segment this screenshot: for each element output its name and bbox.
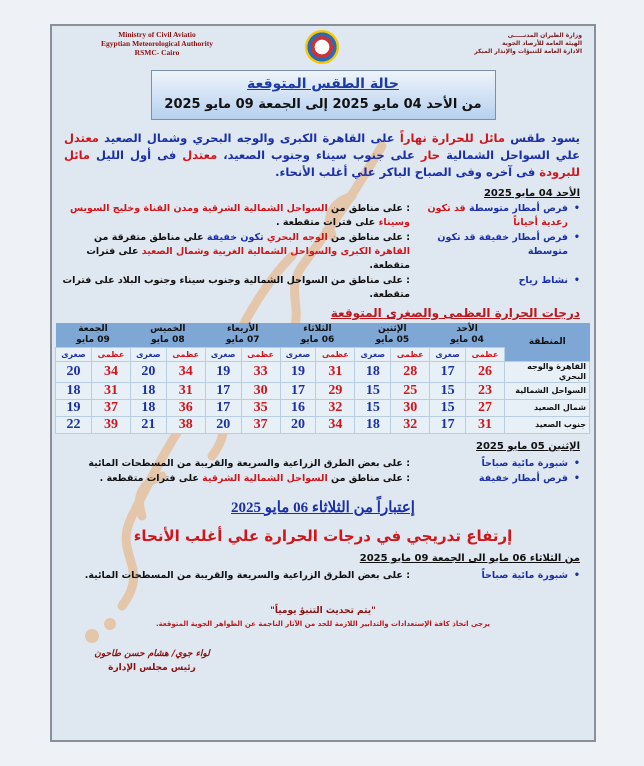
max-temp: 31: [316, 362, 355, 383]
max-label: عظمى: [391, 348, 430, 362]
max-temp: 36: [166, 400, 205, 417]
bullet-detail: [62, 202, 410, 230]
signature-block: [72, 647, 232, 675]
max-temp: 31: [466, 417, 505, 434]
daily-update-note: "يتم تحديث التنبؤ يومياً": [270, 606, 376, 616]
text-segment: علي السواحل الشمالية: [440, 148, 580, 162]
max-temp: 30: [241, 383, 280, 400]
day-header: [130, 323, 205, 348]
min-temp: 19: [56, 400, 92, 417]
text-segment: على فترات متقطعة .: [275, 217, 379, 228]
org-en-line: RSMC- Cairo: [134, 48, 180, 57]
text-segment: شبورة مائية صباحاً: [481, 458, 568, 469]
day-name: الخميس: [150, 324, 186, 334]
text-segment: السواحل الشمالية الشرقية: [202, 473, 328, 484]
day-header: [355, 323, 430, 348]
day-name: الإثنين: [377, 324, 407, 334]
region-name: القاهرة والوجه البحري: [505, 362, 590, 383]
table-row: [56, 362, 590, 383]
text-segment: فى آخره وفى الصباح الباكر علي أغلب الأنحاء.: [275, 165, 540, 179]
org-ar-line: الادارة العامة للتنبؤات والإنذار المبكر: [474, 48, 582, 55]
text-segment: فى أول الليل: [90, 148, 183, 162]
min-temp: 19: [280, 362, 316, 383]
day-header: [280, 323, 355, 348]
text-segment: السواحل الشمالية الشرقية ومدن القناة وخليج السويس وسيناء: [70, 203, 410, 228]
text-segment: علي مناطق متفرقة من: [93, 232, 207, 243]
text-segment: القاهرة الكبرى والسواحل الشمالية الغربية وشمال الصعيد: [141, 246, 410, 257]
table-row: [56, 400, 590, 417]
text-segment: فرص أمطار متوسطة: [465, 203, 568, 214]
from-tuesday-heading: إعتباراً من الثلاثاء 06 مايو 2025: [231, 500, 415, 516]
bullet-detail: [62, 457, 410, 471]
min-temp: 15: [430, 400, 466, 417]
max-temp: 31: [92, 383, 131, 400]
max-temp: 25: [391, 383, 430, 400]
temperature-rise-note: إرتفاع تدريجي في درجات الحرارة علي أغلب الأنحاء: [133, 527, 513, 545]
region-name: شمال الصعيد: [505, 400, 590, 417]
region-header: المنطقة: [505, 323, 590, 362]
day-header: [205, 323, 280, 348]
day3-section: [62, 552, 580, 583]
max-temp: 32: [391, 417, 430, 434]
day-header: [430, 323, 505, 348]
min-temp: 18: [130, 383, 166, 400]
day-date: 06 مايو: [300, 335, 335, 345]
text-segment: نشاط رياح: [518, 275, 568, 286]
min-temp: 18: [56, 383, 92, 400]
day3-bullets: [62, 569, 580, 583]
text-segment: يسود طقس: [505, 131, 580, 145]
max-label: عظمى: [316, 348, 355, 362]
text-segment: : على مناطق من: [327, 232, 410, 243]
day-header: [56, 323, 131, 348]
forecast-document: [50, 24, 596, 742]
max-label: عظمى: [241, 348, 280, 362]
day-date: 05 مايو: [375, 335, 410, 345]
max-temp: 37: [92, 400, 131, 417]
bullet-label: [410, 472, 580, 486]
max-temp: 31: [166, 383, 205, 400]
document-header: [52, 26, 594, 70]
org-en-line: Ministry of Civil Aviatio: [118, 30, 196, 39]
bullet-detail: [62, 274, 410, 302]
max-temp: 34: [316, 417, 355, 434]
bullet-item: [62, 472, 580, 486]
bullet-item: [62, 457, 580, 471]
text-segment: حار: [420, 148, 441, 162]
temperature-table: [55, 323, 590, 434]
summary-paragraph: [64, 130, 580, 181]
bullet-item: [62, 569, 580, 583]
bullet-detail: [62, 472, 410, 486]
max-temp: 34: [92, 362, 131, 383]
day-name: الأربعاء: [226, 324, 259, 334]
org-arabic: [432, 32, 582, 56]
min-temp: 15: [430, 383, 466, 400]
max-temp: 29: [316, 383, 355, 400]
min-label: صغرى: [355, 348, 391, 362]
min-temp: 17: [430, 362, 466, 383]
min-temp: 20: [205, 417, 241, 434]
bullet-item: [62, 202, 580, 230]
min-temp: 21: [130, 417, 166, 434]
signature-area: [52, 647, 594, 675]
min-temp: 22: [56, 417, 92, 434]
day2-bullets: [62, 457, 580, 486]
title-box: [151, 70, 496, 120]
day-name: الأحد: [456, 324, 478, 334]
org-en-line: Egyptian Meteorological Authority: [101, 39, 213, 48]
text-segment: الوجه البحري: [266, 232, 328, 243]
max-temp: 33: [241, 362, 280, 383]
max-temp: 39: [92, 417, 131, 434]
advice-note: يرجى اتخاذ كافة الإستعدادات والتدابير اللازمة للحد من الآثار الناجمة عن الظواهر الجوية المتوقعة.: [155, 620, 491, 628]
max-temp: 35: [241, 400, 280, 417]
text-segment: فرص أمطار خفيفة قد تكون متوسطة: [437, 232, 568, 257]
bullet-label: [410, 231, 580, 273]
day1-section: [62, 187, 580, 321]
bullet-detail: [62, 231, 410, 273]
bullet-label: [410, 457, 580, 471]
text-segment: فرص أمطار خفيفة: [478, 473, 568, 484]
max-temp: 30: [391, 400, 430, 417]
min-temp: 20: [56, 362, 92, 383]
text-segment: معتدل: [182, 148, 218, 162]
text-segment: : على مناطق من: [327, 473, 410, 484]
forecast-period: من الأحد 04 مايو 2025 إلى الجمعة 09 مايو 2025: [164, 97, 482, 112]
ema-logo: [305, 30, 339, 64]
min-label: صغرى: [56, 348, 92, 362]
min-temp: 17: [430, 417, 466, 434]
bullet-item: [62, 274, 580, 302]
day-date: 08 مايو: [151, 335, 185, 345]
region-name: جنوب الصعيد: [505, 417, 590, 434]
min-label: صغرى: [205, 348, 241, 362]
region-name: السواحل الشمالية: [505, 383, 590, 400]
text-segment: : على مناطق من: [327, 203, 410, 214]
max-temp: 23: [466, 383, 505, 400]
day-date: 09 مايو: [76, 335, 110, 345]
min-temp: 18: [130, 400, 166, 417]
min-temp: 17: [280, 383, 316, 400]
text-segment: تكون خفيفة: [206, 232, 267, 243]
day3-heading: من الثلاثاء 06 مايو الى الجمعة 09 مايو 2025: [359, 553, 580, 564]
signer-title: رئيس مجلس الإدارة: [108, 663, 196, 673]
text-segment: على فترات متقطعة.: [86, 246, 410, 271]
max-temp: 34: [166, 362, 205, 383]
min-temp: 16: [280, 400, 316, 417]
max-temp: 32: [316, 400, 355, 417]
org-ar-line: الهيئة العامة للأرصاد الجوية: [501, 40, 582, 47]
min-temp: 20: [130, 362, 166, 383]
min-label: صغرى: [130, 348, 166, 362]
day2-section: [62, 440, 580, 486]
text-segment: على القاهرة الكبرى والوجه البحري وشمال الصعيد: [98, 131, 400, 145]
min-temp: 17: [205, 383, 241, 400]
bullet-label: [410, 202, 580, 230]
max-temp: 26: [466, 362, 505, 383]
text-segment: مائل للحرارة نهاراً: [399, 131, 505, 145]
max-label: عظمى: [466, 348, 505, 362]
bullet-label: [410, 274, 580, 302]
bullet-item: [62, 231, 580, 273]
min-temp: 17: [205, 400, 241, 417]
temps-heading: درجات الحرارة العظمى والصغرى المتوقعة: [330, 306, 580, 320]
bullet-detail: [62, 569, 410, 583]
text-segment: قد تكون رعدية أحياناً: [427, 203, 568, 228]
text-segment: : على بعض الطرق الزراعية والسريعة والقريبة من المسطحات المائية.: [84, 570, 410, 581]
text-segment: على فترات متقطعة .: [99, 473, 203, 484]
signer-name: لواء جوي/ هشام حسن طاحون: [94, 649, 210, 659]
text-segment: مائل للبرودة: [64, 148, 580, 179]
text-segment: : على مناطق من السواحل الشمالية وجنوب سيناء وجنوب البلاد على فترات متقطعة.: [62, 275, 410, 300]
min-temp: 20: [280, 417, 316, 434]
min-temp: 15: [355, 383, 391, 400]
text-segment: على جنوب سيناء وجنوب الصعيد،: [217, 148, 421, 162]
min-label: صغرى: [280, 348, 316, 362]
text-segment: شبورة مائية صباحاً: [481, 570, 568, 581]
day-date: 07 مايو: [225, 335, 260, 345]
max-temp: 38: [166, 417, 205, 434]
page-title: حالة الطقس المتوقعة: [247, 76, 399, 92]
min-temp: 19: [205, 362, 241, 383]
org-english: [82, 30, 232, 57]
max-temp: 27: [466, 400, 505, 417]
max-label: عظمى: [92, 348, 131, 362]
table-row: [56, 417, 590, 434]
org-ar-line: وزارة الطيران المدنـــــى: [507, 32, 582, 39]
text-segment: : على بعض الطرق الزراعية والسريعة والقريبة من المسطحات المائية: [88, 458, 410, 469]
table-header-row: [56, 323, 590, 348]
text-segment: معتدل: [64, 131, 99, 145]
day-date: 04 مايو: [450, 335, 484, 345]
bullet-label: [410, 569, 580, 583]
max-temp: 28: [391, 362, 430, 383]
min-temp: 18: [355, 362, 391, 383]
min-temp: 15: [355, 400, 391, 417]
min-temp: 18: [355, 417, 391, 434]
day1-bullets: [62, 202, 580, 302]
table-row: [56, 383, 590, 400]
day-name: الثلاثاء: [303, 324, 332, 334]
day-name: الجمعة: [78, 324, 108, 334]
max-temp: 37: [241, 417, 280, 434]
max-label: عظمى: [166, 348, 205, 362]
day2-heading: الإثنين 05 مايو 2025: [476, 441, 580, 452]
min-label: صغرى: [430, 348, 466, 362]
day1-heading: الأحد 04 مايو 2025: [483, 188, 580, 199]
